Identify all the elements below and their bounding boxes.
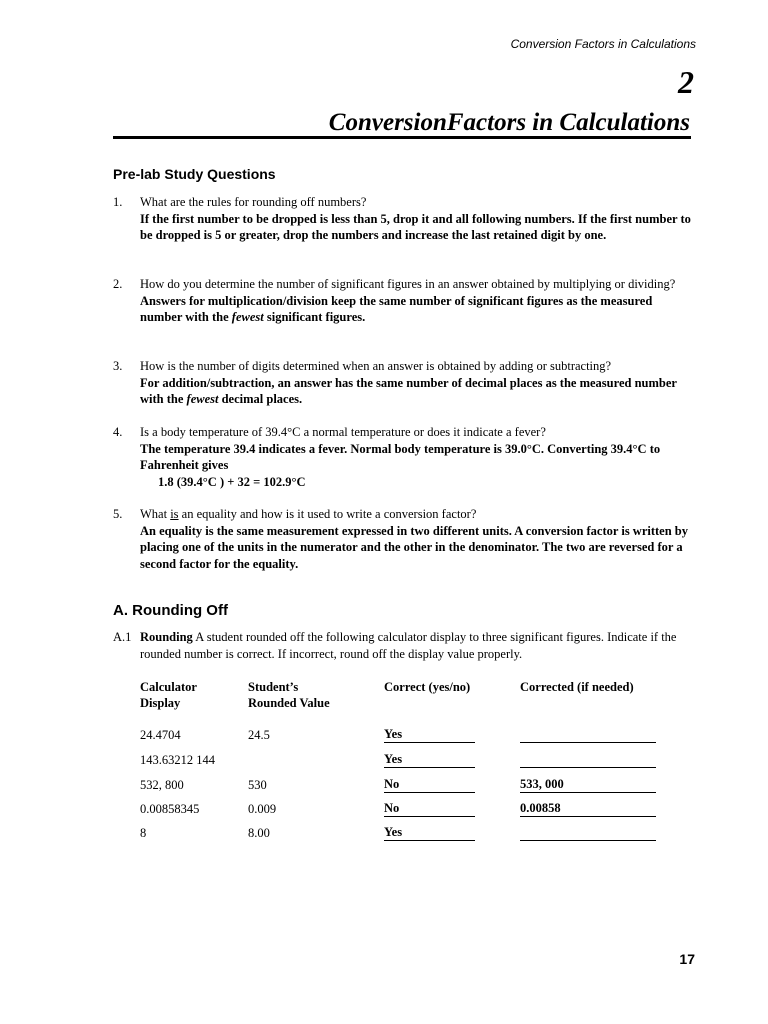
header-correct: Correct (yes/no): [384, 680, 471, 694]
answer-text: An equality is the same measurement expressed in two different units. A conversion factor is written by placing one of the units in the numerator and the other in the denominator. The two are reversed for a second factor for the equality.: [140, 523, 689, 571]
row-1-correct-field[interactable]: Yes: [384, 727, 475, 743]
row-3-display: 532, 800: [140, 778, 184, 792]
header-calculator-display: Calculator Display: [140, 680, 197, 710]
title-rule: [113, 136, 691, 139]
question-number: 1.: [113, 195, 123, 209]
row-4-corrected-field[interactable]: 0.00858: [520, 801, 656, 817]
section-a-heading: A. Rounding Off: [113, 602, 228, 619]
row-1-display: 24.4704: [140, 728, 181, 742]
row-3-rounded: 530: [248, 778, 267, 792]
question-1: [113, 194, 693, 244]
question-4: [113, 424, 693, 490]
question-text: What are the rules for rounding off numbers?: [140, 195, 367, 209]
question-2: [113, 276, 693, 326]
question-5: [113, 506, 693, 572]
question-text: What is an equality and how is it used to write a conversion factor?: [140, 507, 477, 521]
item-text: Rounding A student rounded off the following calculator display to three significant figures. Indicate if the rounded number is correct. If incorrect, round off the display value properly.: [140, 630, 677, 661]
row-4-display: 0.00858345: [140, 802, 200, 816]
answer-text: If the first number to be dropped is less than 5, drop it and all following numbers. If the first number to be dropped is 5 or greater, drop the numbers and increase the last retained digit by one.: [140, 211, 691, 242]
question-number: 2.: [113, 277, 123, 291]
row-5-rounded: 8.00: [248, 826, 270, 840]
answer-text: The temperature 39.4 indicates a fever. Normal body temperature is 39.0°C. Converting 39.4°C to Fahrenheit gives: [140, 441, 661, 472]
question-number: 4.: [113, 425, 123, 439]
row-2-correct-field[interactable]: Yes: [384, 752, 475, 768]
answer-text: Answers for multiplication/division keep the same number of significant figures as the measured number with the fewest significant figures.: [140, 293, 653, 324]
row-5-display: 8: [140, 826, 147, 840]
running-head: Conversion Factors in Calculations: [510, 37, 696, 51]
chapter-number: 2: [678, 64, 694, 100]
item-a1: [113, 629, 693, 662]
row-1-corrected-field[interactable]: [520, 727, 656, 743]
chapter-title: ConversionFactors in Calculations: [328, 109, 690, 136]
row-3-correct-field[interactable]: No: [384, 777, 475, 793]
row-4-rounded: 0.009: [248, 802, 277, 816]
question-number: 3.: [113, 359, 123, 373]
question-text: How is the number of digits determined when an answer is obtained by adding or subtracting?: [140, 359, 612, 373]
row-3-corrected-field[interactable]: 533, 000: [520, 777, 656, 793]
answer-equation: 1.8 (39.4°C ) + 32 = 102.9°C: [158, 474, 306, 489]
row-5-correct-field[interactable]: Yes: [384, 825, 475, 841]
question-text: How do you determine the number of significant figures in an answer obtained by multiplying or dividing?: [140, 277, 676, 291]
prelab-heading: Pre-lab Study Questions: [113, 166, 276, 182]
item-number: A.1: [113, 630, 132, 644]
question-text: Is a body temperature of 39.4°C a normal temperature or does it indicate a fever?: [140, 425, 546, 439]
header-corrected: Corrected (if needed): [520, 680, 634, 694]
answer-text: For addition/subtraction, an answer has the same number of decimal places as the measured number with the fewest decimal places.: [140, 375, 677, 406]
row-2-corrected-field[interactable]: [520, 752, 656, 768]
row-5-corrected-field[interactable]: [520, 825, 656, 841]
row-2-display: 143.63212 144: [140, 753, 215, 767]
row-4-correct-field[interactable]: No: [384, 801, 475, 817]
page-number: 17: [679, 951, 695, 967]
header-student-rounded: Student’s Rounded Value: [248, 680, 330, 710]
question-3: [113, 358, 693, 408]
question-number: 5.: [113, 507, 123, 521]
row-1-rounded: 24.5: [248, 728, 270, 742]
